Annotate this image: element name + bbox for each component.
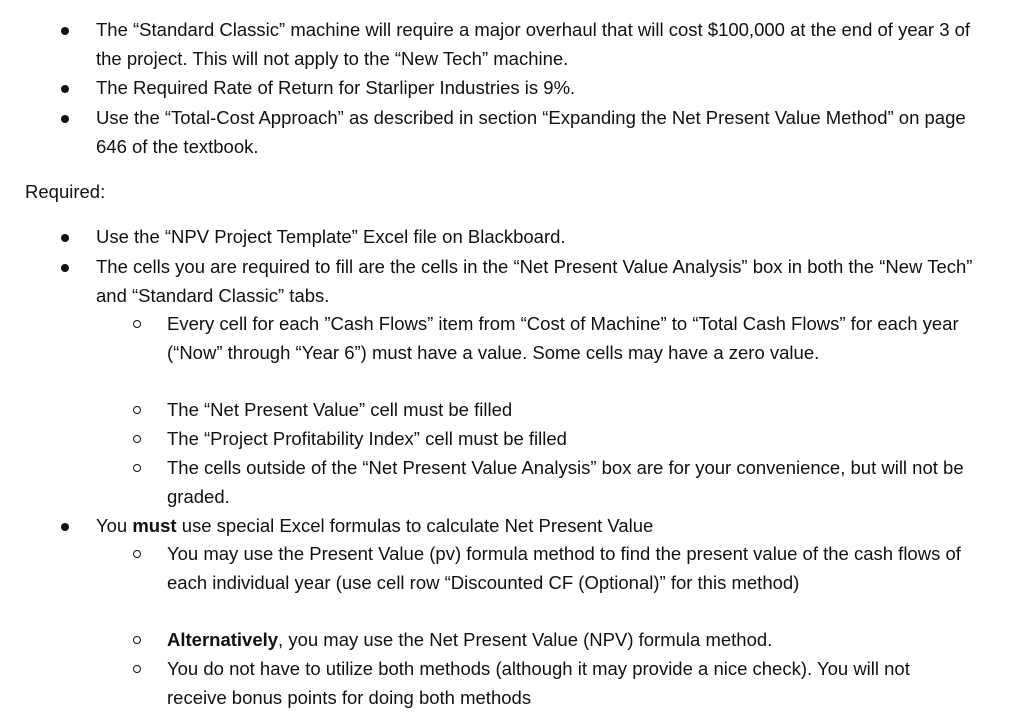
- sub-item-pv-method: You may use the Present Value (pv) formula method to find the present value of the cash flows of each individual year (use cell row “Discounted CF (Optional)” for this method): [167, 543, 961, 593]
- sub-bullet-circle: [133, 464, 141, 472]
- must-suffix: use special Excel formulas to calculate Net Present Value: [176, 515, 654, 536]
- bullet-item-must-use-formulas: [96, 512, 976, 541]
- sub-item-outside-cells: The cells outside of the “Net Present Value Analysis” box are for your convenience, but will not be graded.: [167, 457, 964, 507]
- bullet-dot: [61, 264, 69, 272]
- sub-item-npv-method: [167, 626, 967, 655]
- bullet-item-rate-of-return: The Required Rate of Return for Starliper Industries is 9%.: [96, 77, 576, 98]
- must-emphasis: must: [132, 515, 177, 536]
- bullet-item-total-cost-approach: Use the “Total-Cost Approach” as described in section “Expanding the Net Present Value Method” on page 646 of the textbook.: [96, 107, 966, 157]
- bullet-dot: [61, 234, 69, 242]
- sub-bullet-circle: [133, 406, 141, 414]
- bullet-dot: [61, 27, 69, 35]
- sub-bullet-circle: [133, 435, 141, 443]
- sub-item-profitability-index: The “Project Profitability Index” cell must be filled: [167, 428, 567, 449]
- bullet-dot: [61, 523, 69, 531]
- sub-item-cash-flows: Every cell for each ”Cash Flows” item from “Cost of Machine” to “Total Cash Flows” for each year (“Now” through “Year 6”) must have a value. Some cells may have a zero value.: [167, 313, 959, 363]
- alternatively-emphasis: Alternatively: [167, 629, 279, 650]
- sub-bullet-circle: [133, 550, 141, 558]
- bullet-item-overhaul: The “Standard Classic” machine will require a major overhaul that will cost $100,000 at the end of year 3 of the project. This will not apply to the “New Tech” machine.: [96, 19, 971, 69]
- must-prefix: You: [96, 515, 133, 536]
- required-heading: Required:: [25, 181, 106, 202]
- bullet-item-template: Use the “NPV Project Template” Excel file on Blackboard.: [96, 226, 566, 247]
- alt-rest: , you may use the Net Present Value (NPV) formula method.: [278, 629, 773, 650]
- sub-bullet-circle: [133, 320, 141, 328]
- sub-item-npv-cell: The “Net Present Value” cell must be filled: [167, 399, 513, 420]
- bullet-dot: [61, 115, 69, 123]
- bullet-item-cells-to-fill: The cells you are required to fill are the cells in the “Net Present Value Analysis” box in both the “New Tech” and “Standard Classic” tabs.: [96, 256, 973, 306]
- sub-bullet-circle: [133, 665, 141, 673]
- sub-bullet-circle: [133, 636, 141, 644]
- bullet-dot: [61, 85, 69, 93]
- sub-item-both-methods: You do not have to utilize both methods (although it may provide a nice check). You will not receive bonus points for doing both methods: [167, 658, 910, 708]
